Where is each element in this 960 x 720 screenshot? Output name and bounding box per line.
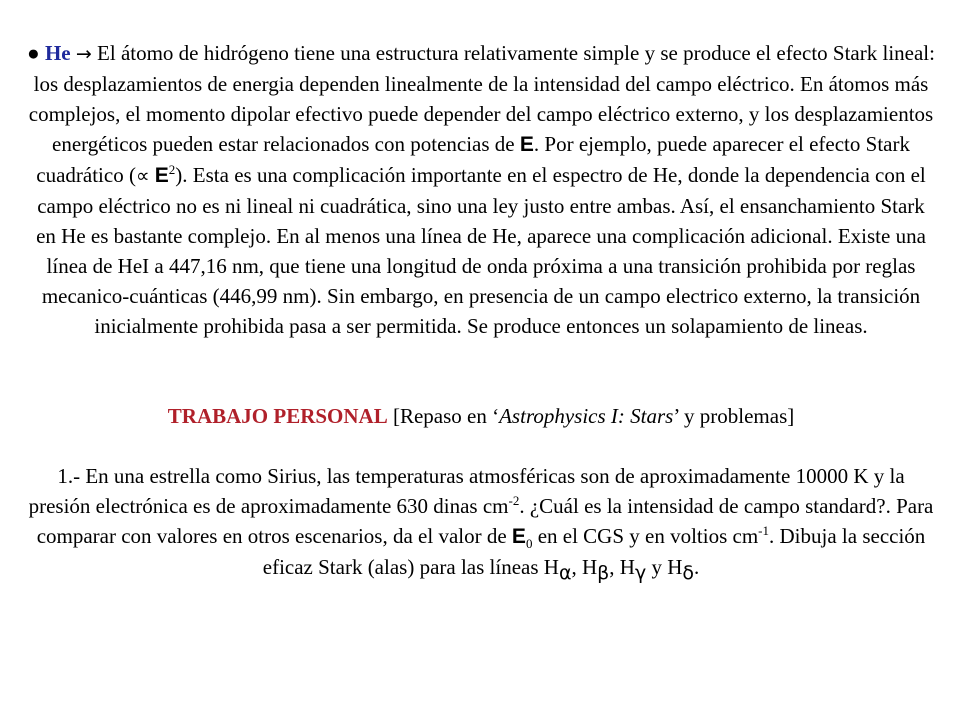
arrow-icon: →	[75, 43, 92, 65]
alpha-subscript: α	[558, 562, 572, 585]
problem-text-b: . ¿Cuál es la intensidad de campo standard?. Para comparar con valores en otros escenarios, da el valor de	[36, 494, 934, 548]
problem-paragraph	[26, 461, 936, 585]
spacer	[26, 341, 936, 401]
helium-text-c: ). Esta es una complicación importante en el espectro de He, donde la dependencia con el campo eléctrico no es ni lineal ni cuadrática, sino una ley justo entre ambas. Así, el ensanchamiento Stark en He es bastante complejo. En al menos una línea de He, aparece una complicación adicional. Existe una línea de HeI a 447,16 nm, que tiene una longitud de onda próxima a una transición prohibida por reglas mecanico-cuánticas (446,99 nm). Sin embargo, en presencia de un campo electrico externo, la transición inicialmente prohibida pasa a ser permitida. Se produce entonces un solapamiento de lineas.	[36, 163, 926, 338]
helium-label: He	[44, 41, 71, 65]
helium-paragraph	[26, 38, 936, 341]
helium-text-a: El átomo de hidrógeno tiene una estructura relativamente simple y se produce el efecto Stark lineal: los desplazamientos de energia dependen linealmente de la intensidad del campo eléctrico. En átomos más complejos, el momento dipolar efectivo puede depender del campo eléctrico externo, y los desplazamientos energéticos pueden estar relacionados con potencias de	[28, 41, 935, 156]
problem-text-c: en el CGS y en voltios cm	[537, 524, 759, 548]
comma-h-2: , H	[609, 555, 635, 579]
delta-subscript: δ	[682, 562, 694, 585]
electric-field-symbol: E	[519, 133, 534, 156]
electric-field-symbol-2: E	[154, 164, 169, 187]
spacer	[26, 431, 936, 461]
section-title: TRABAJO PERSONAL	[167, 404, 388, 428]
problem-text-a: 1.- En una estrella como Sirius, las temperaturas atmosféricas son de aproximadamente 10000 K y la presión electrónica es de aproximadamente 630 dinas cm	[28, 464, 905, 518]
field-zero-symbol: E	[511, 525, 526, 548]
exponent-two: 2	[168, 162, 176, 177]
bullet: ●	[27, 41, 40, 65]
exponent-minus-two: -2	[508, 493, 520, 508]
book-title: Astrophysics I: Stars	[499, 404, 674, 428]
section-heading	[26, 401, 936, 431]
helium-text-b: . Por ejemplo, puede aparecer el efecto Stark cuadrático (	[36, 132, 910, 187]
exponent-minus-one: -1	[758, 523, 770, 538]
problem-text-d: . Dibuja la sección eficaz Stark (alas) para las líneas H	[262, 524, 926, 579]
gamma-subscript: γ	[634, 562, 647, 585]
slide-content	[26, 38, 936, 585]
section-bracket-open: [Repaso en ‘	[392, 404, 500, 428]
comma-h-1: , H	[571, 555, 598, 579]
section-bracket-close: ’ y problemas]	[673, 404, 795, 428]
field-zero-subscript: 0	[525, 536, 533, 552]
and-h: y H	[646, 555, 683, 579]
proportional-symbol: ∝	[135, 165, 150, 187]
final-period: .	[694, 555, 700, 579]
beta-subscript: β	[597, 562, 610, 585]
